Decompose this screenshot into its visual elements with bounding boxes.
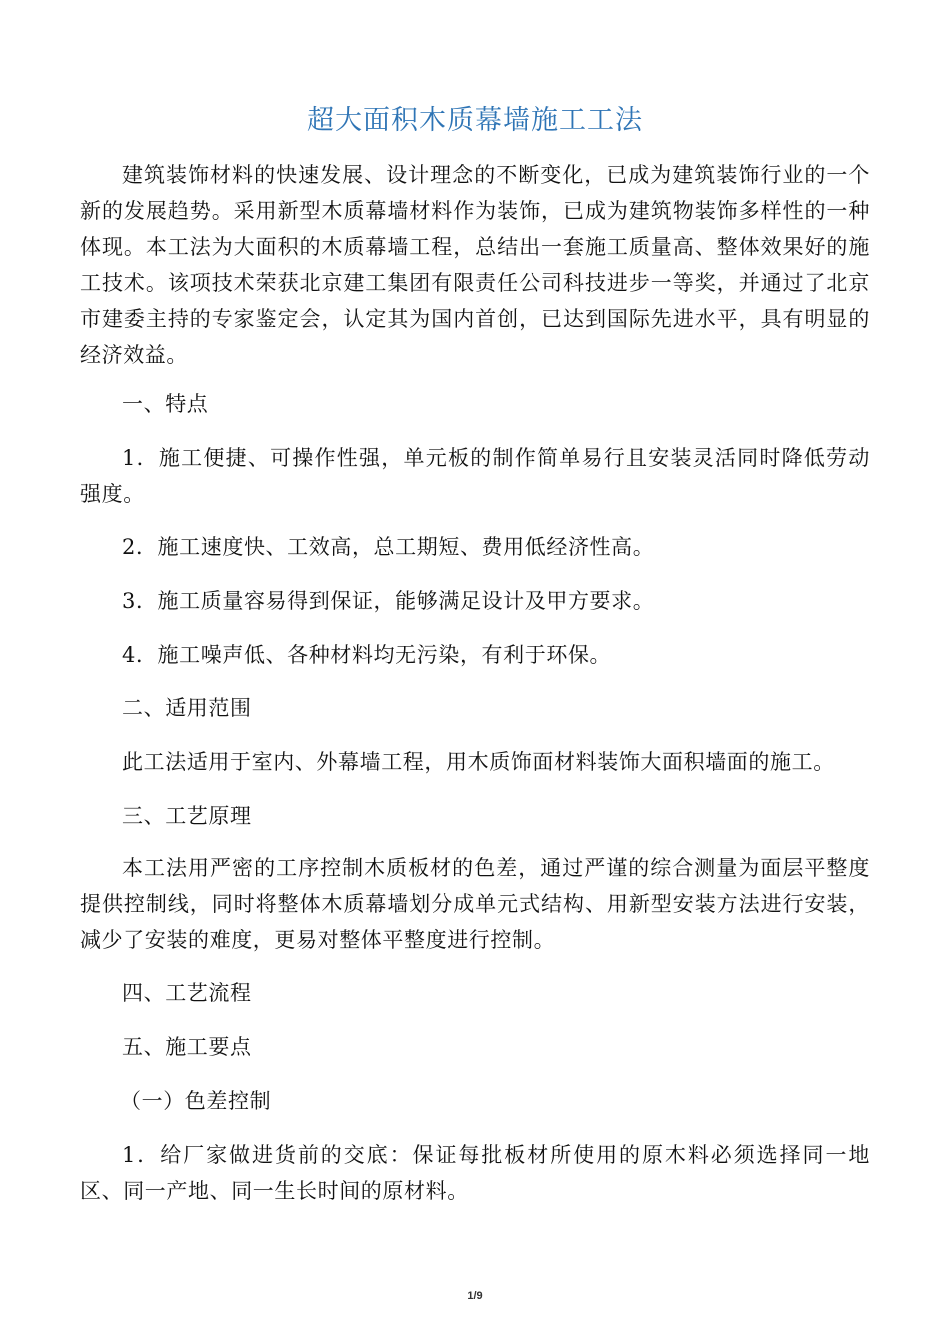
section-heading-key-points: 五、施工要点 [122, 1035, 252, 1059]
section-heading-process: 四、工艺流程 [122, 981, 252, 1005]
key-point-item-1: 1．给厂家做进货前的交底：保证每批板材所使用的原木料必须选择同一地区、同一产地、同一生长时间的原材料。 [80, 1143, 870, 1203]
principle-paragraph: 本工法用严密的工序控制木质板材的色差，通过严谨的综合测量为面层平整度提供控制线，同时将整体木质幕墙划分成单元式结构、用新型安装方法进行安装，减少了安装的难度，更易对整体平整度进行控制。 [80, 856, 870, 952]
section-heading-scope: 二、适用范围 [122, 696, 252, 720]
section-heading-features: 一、特点 [122, 392, 209, 416]
intro-paragraph: 建筑装饰材料的快速发展、设计理念的不断变化，已成为建筑装饰行业的一个新的发展趋势。采用新型木质幕墙材料作为装饰，已成为建筑物装饰多样性的一种体现。本工法为大面积的木质幕墙工程，总结出一套施工质量高、整体效果好的施工技术。该项技术荣获北京建工集团有限责任公司科技进步一等奖，并通过了北京市建委主持的专家鉴定会，认定其为国内首创，已达到国际先进水平，具有明显的经济效益。 [80, 163, 870, 367]
page-number: 1/9 [467, 1290, 483, 1302]
feature-item-3: 3．施工质量容易得到保证，能够满足设计及甲方要求。 [122, 589, 655, 613]
feature-item-1: 1．施工便捷、可操作性强，单元板的制作简单易行且安装灵活同时降低劳动强度。 [80, 446, 870, 506]
document-title: 超大面积木质幕墙施工工法 [307, 105, 643, 136]
feature-item-4: 4．施工噪声低、各种材料均无污染，有利于环保。 [122, 643, 612, 667]
section-heading-principle: 三、工艺原理 [122, 804, 252, 828]
feature-item-2: 2．施工速度快、工效高，总工期短、费用低经济性高。 [122, 535, 655, 559]
scope-paragraph: 此工法适用于室内、外幕墙工程，用木质饰面材料装饰大面积墙面的施工。 [122, 750, 835, 774]
subsection-heading-color-control: （一）色差控制 [120, 1089, 272, 1113]
